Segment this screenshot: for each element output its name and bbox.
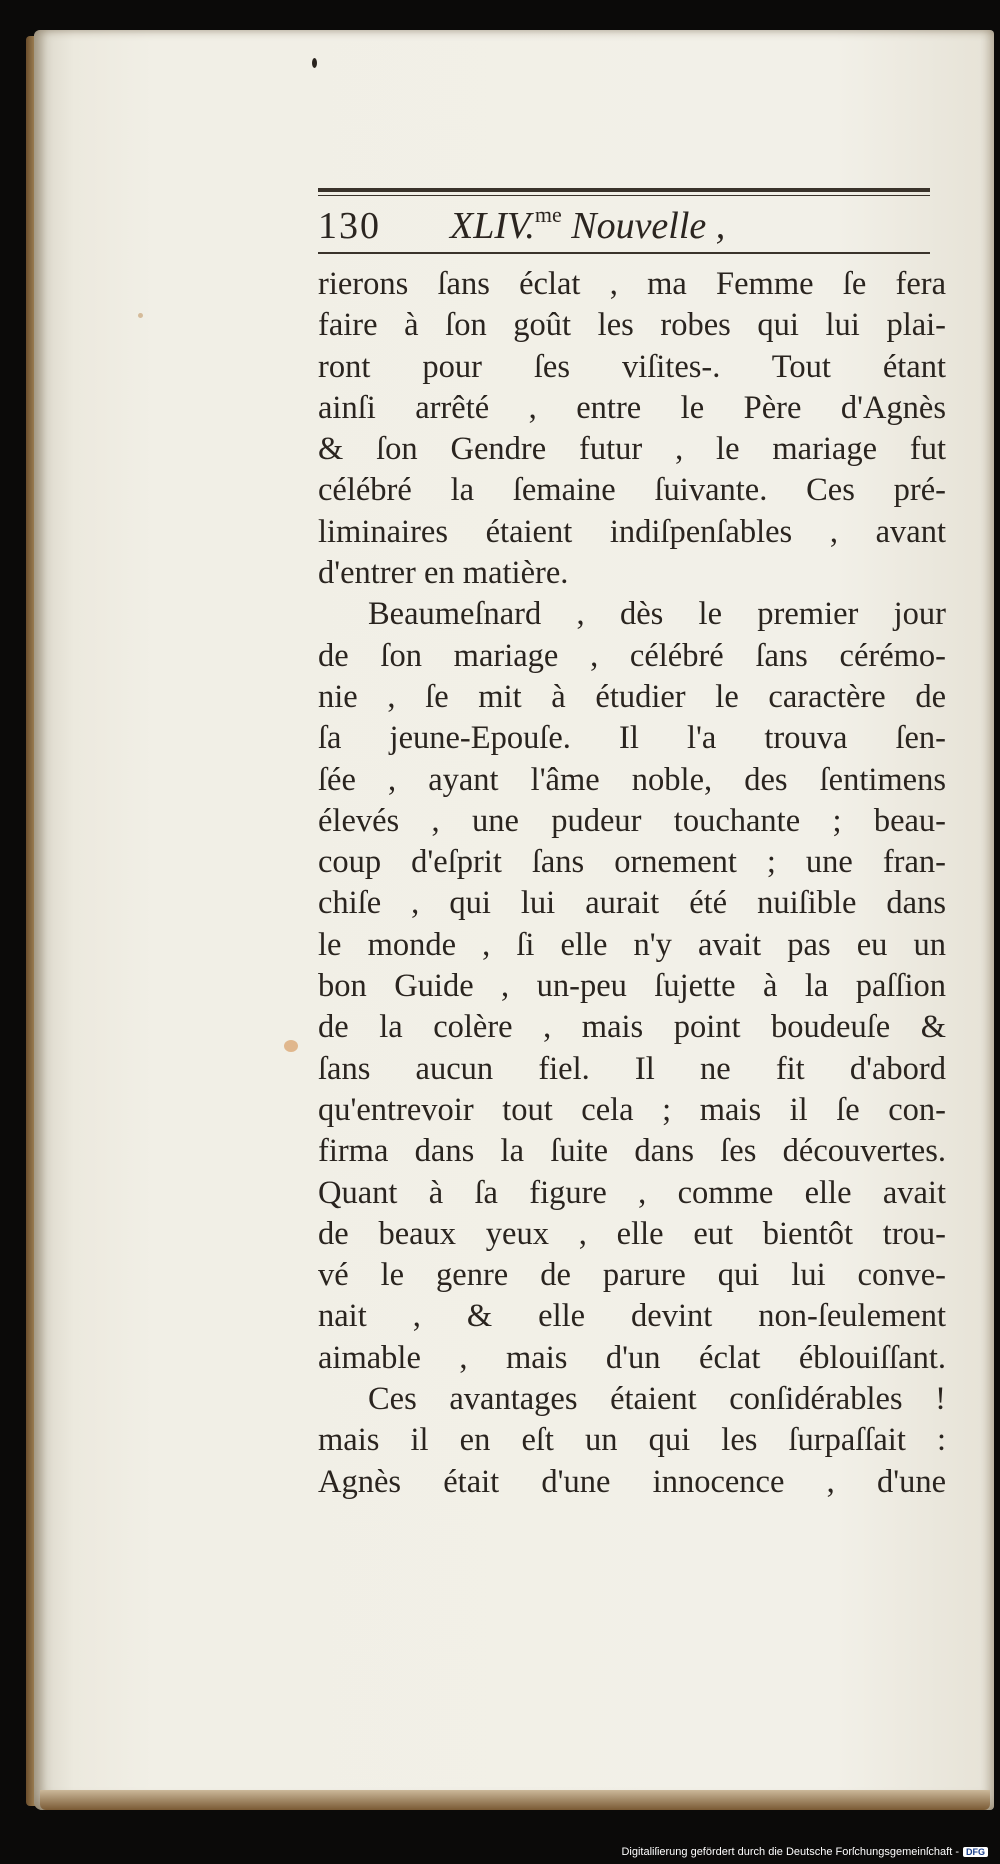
running-head-nouvelle: Nouvelle , xyxy=(561,205,726,247)
paragraph-first-line: Ces avantages étaient conſidérables ! xyxy=(368,1381,946,1418)
foxing-spot xyxy=(284,1040,298,1052)
running-head xyxy=(450,202,725,248)
text-line: ſée , ayant l'âme noble, des ſentimens xyxy=(318,761,946,798)
body-text xyxy=(318,264,946,1503)
page-bottom-edge xyxy=(40,1790,990,1810)
text-line: bon Guide , un-peu ſujette à la paſſion xyxy=(318,968,946,1005)
text-line: mais il en eſt un qui les ſurpaſſait : xyxy=(318,1422,946,1459)
text-line: célébré la ſemaine ſuivante. Ces pré- xyxy=(318,472,946,509)
running-head-title: XLIV. xyxy=(450,205,535,247)
header-rule-thick xyxy=(318,188,930,192)
text-line: Quant à ſa figure , comme elle avait xyxy=(318,1174,946,1211)
text-line: ainſi arrêté , entre le Père d'Agnès xyxy=(318,389,946,426)
text-line: vé le genre de parure qui lui conve- xyxy=(318,1257,946,1294)
text-line: de la colère , mais point boudeuſe & xyxy=(318,1009,946,1046)
text-line: d'entrer en matière. xyxy=(318,555,569,592)
text-line: qu'entrevoir tout cela ; mais il ſe con- xyxy=(318,1091,946,1128)
text-line: aimable , mais d'un éclat éblouiſſant. xyxy=(318,1339,946,1376)
credit-text: Digitaliſierung gefördert durch die Deutsche Forſchungsgemeinſchaft - xyxy=(621,1846,959,1858)
text-line: élevés , une pudeur touchante ; beau- xyxy=(318,802,946,839)
page-header xyxy=(318,200,930,252)
header-rule-thin xyxy=(318,195,930,196)
foxing-spot xyxy=(138,313,143,318)
text-line: de beaux yeux , elle eut bientôt trou- xyxy=(318,1215,946,1252)
ink-speck xyxy=(312,58,317,68)
paragraph-first-line: Beaumeſnard , dès le premier jour xyxy=(368,596,946,633)
text-line: ront pour ſes viſites-. Tout étant xyxy=(318,348,946,385)
text-line: liminaires étaient indiſpenſables , avant xyxy=(318,513,946,550)
running-head-superscript: me xyxy=(534,202,562,227)
text-line: coup d'eſprit ſans ornement ; une fran- xyxy=(318,844,946,881)
text-line: nait , & elle devint non-ſeulement xyxy=(318,1298,946,1335)
dfg-logo-icon: DFG xyxy=(963,1847,988,1857)
header-rule-bottom xyxy=(318,252,930,254)
text-line: firma dans la ſuite dans ſes découvertes. xyxy=(318,1133,946,1170)
text-line: ſa jeune-Epouſe. Il l'a trouva ſen- xyxy=(318,720,946,757)
text-line: faire à ſon goût les robes qui lui plai- xyxy=(318,307,946,344)
text-line: rierons ſans éclat , ma Femme ſe fera xyxy=(318,266,946,302)
digitization-credit xyxy=(621,1846,988,1858)
text-line: & ſon Gendre futur , le mariage fut xyxy=(318,431,946,468)
text-line: nie , ſe mit à étudier le caractère de xyxy=(318,678,946,715)
text-line: le monde , ſi elle n'y avait pas eu un xyxy=(318,926,946,963)
text-line: de ſon mariage , célébré ſans cérémo- xyxy=(318,637,946,674)
text-line: ſans aucun fiel. Il ne fit d'abord xyxy=(318,1050,946,1087)
text-line: chiſe , qui lui aurait été nuiſible dans xyxy=(318,885,946,922)
text-line: Agnès était d'une innocence , d'une xyxy=(318,1463,946,1500)
page-number: 130 xyxy=(318,205,381,247)
